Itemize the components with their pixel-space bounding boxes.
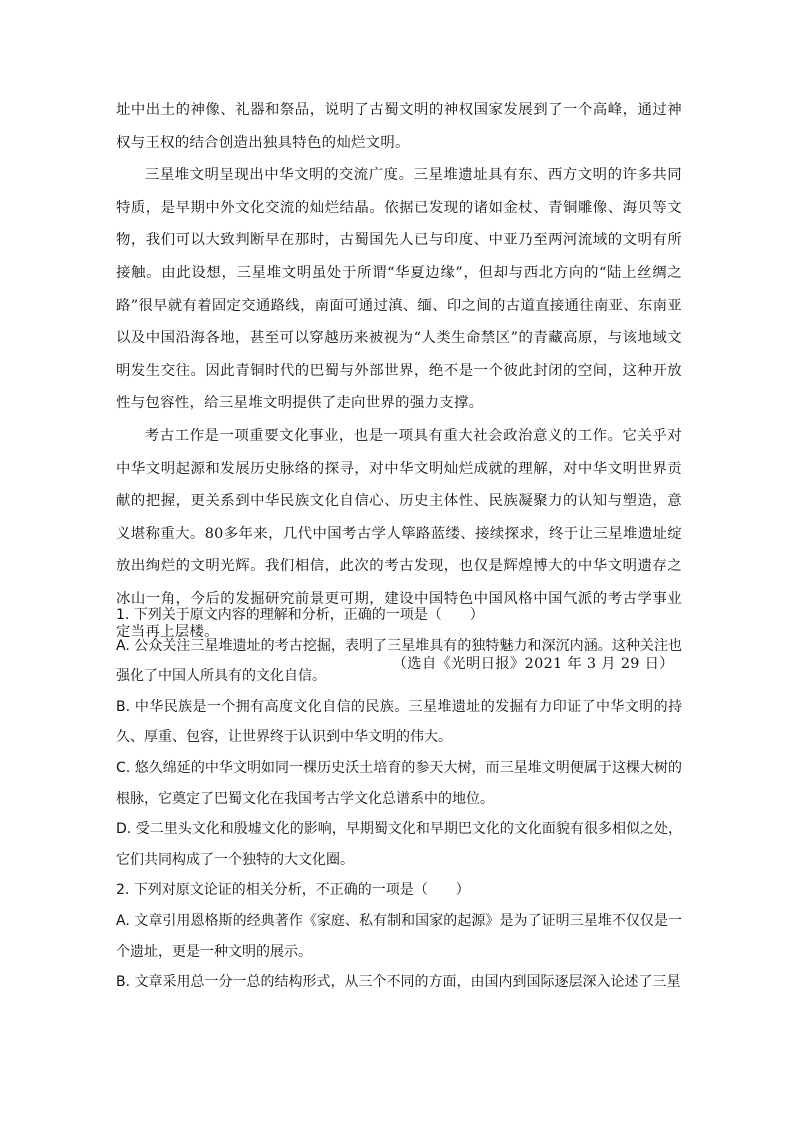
question-1-option-b: B. 中华民族是一个拥有高度文化自信的民族。三星堆遗址的发掘有力印证了中华文明的持久、厚重、包容，让世界终于认识到中华文明的伟大。 <box>116 698 682 746</box>
question-1-option-a: A. 公众关注三星堆遗址的考古挖掘，表明了三星堆具有的独特魅力和深沉内涵。这种关注也强化了中国人所具有的文化自信。 <box>116 637 682 685</box>
question-section <box>116 600 682 998</box>
question-1-option-d: D. 受二里头文化和殷墟文化的影响，早期蜀文化和早期巴文化的文化面貌有很多相似之处，它们共同构成了一个独特的大文化圈。 <box>116 821 682 868</box>
passage-source: （选自《光明日报》2021 年 3 月 29 日） <box>392 656 674 673</box>
passage-paragraph-1-continued: 址中出土的神像、礼器和祭品，说明了古蜀文明的神权国家发展到了一个高峰，通过神权与王权的结合创造出独具特色的灿烂文明。 <box>116 102 682 151</box>
question-1-option-c: C. 悠久绵延的中华文明如同一棵历史沃土培育的参天大树，而三星堆文明便属于这棵大树的根脉，它奠定了巴蜀文化在我国考古学文化总谱系中的地位。 <box>116 759 682 807</box>
question-2-stem: 2. 下列对原文论证的相关分析，不正确的一项是（ ） <box>116 882 470 899</box>
passage-paragraph-2: 三星堆文明呈现出中华文明的交流广度。三星堆遗址具有东、西方文明的许多共同特质，是早期中外文化交流的灿烂结晶。依据已发现的诸如金杖、青铜雕像、海贝等文物，我们可以大致判断早在那时，古蜀国先人已与印度、中亚乃至两河流域的文明有所接触。由此设想，三星堆文明虽处于所谓“华夏边缘”，但却与西北方向的“陆上丝绸之路”很早就有着固定交通路线，南面可通过滇、缅、印之间的古道直接通往南亚、东南亚以及中国沿海各地，甚至可以穿越历来被视为“人类生命禁区”的青藏高原，与该地域文明发生交往。因此青铜时代的巴蜀与外部世界，绝不是一个彼此封闭的空间，这种开放性与包容性，给三星堆文明提供了走向世界的强力支撑。 <box>116 167 682 412</box>
question-2-option-a: A. 文章引用恩格斯的经典著作《家庭、私有制和国家的起源》是为了证明三星堆不仅仅是一个遗址，更是一种文明的展示。 <box>116 912 682 960</box>
reading-passage <box>116 94 682 681</box>
question-1-stem: 1. 下列关于原文内容的理解和分析，正确的一项是（ ） <box>116 607 484 623</box>
passage-paragraph-3: 考古工作是一项重要文化事业，也是一项具有重大社会政治意义的工作。它关乎对中华文明起源和发展历史脉络的探寻，对中华文明灿烂成就的理解，对中华文明世界贡献的把握，更关系到中华民族文化自信心、历史主体性、民族凝聚力的认知与塑造，意义堪称重大。80多年来，几代中国考古学人筚路蓝缕、接续探求，终于让三星堆遗址绽放出绚烂的文明光辉。我们相信，此次的考古发现，也仅是辉煌博大的中华文明遗存之冰山一角，今后的发掘研究前景更可期，建设中国特色中国风格中国气派的考古学事业定当再上层楼。 <box>116 427 682 640</box>
question-2-option-b: B. 文章采用总一分一总的结构形式，从三个不同的方面，由国内到国际逐层深入论述了三星 <box>116 974 681 991</box>
